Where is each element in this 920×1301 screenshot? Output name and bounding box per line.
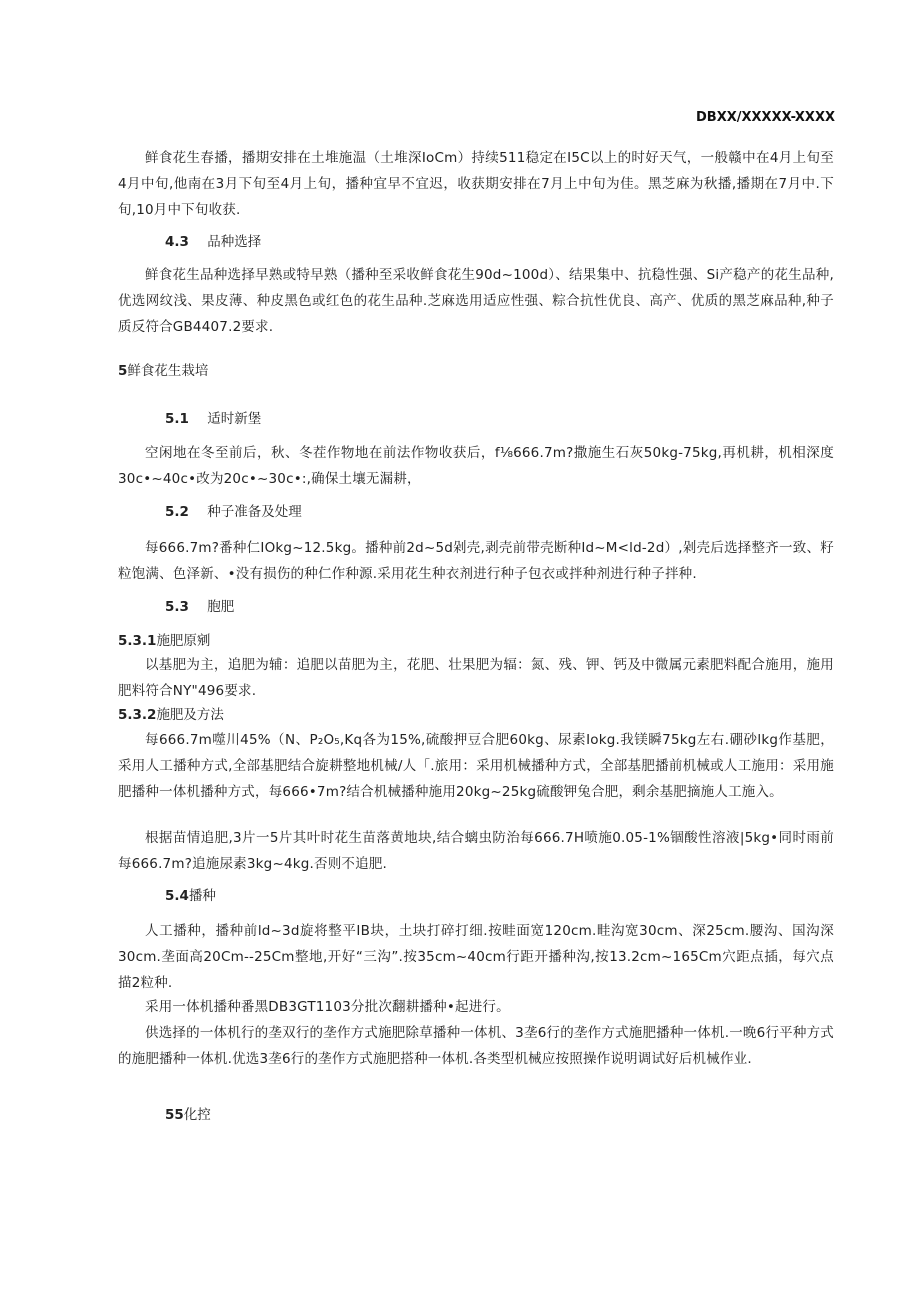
section-number: 55 (165, 1107, 184, 1123)
section-number: 5.3.2 (118, 707, 157, 723)
section-number: 5.3 (165, 599, 189, 615)
paragraph-sowing-period: 鲜食花生春播，播期安排在土堆施温（土堆深IoCm）持续511稳定在I5C以上的时好天气，一般赣中在4月上旬至4月中旬,他南在3月下旬至4月上旬，播种宜早不宜迟，收获期安排在7月上中旬为佳。黑芝麻为秋播,播期在7月中.下旬,10月中下旬收获. (118, 150, 834, 218)
section-number: 5.4 (165, 888, 189, 904)
section-5-3-1-heading (118, 630, 210, 652)
paragraph-top-dressing: 根据苗情追肥,3片一5片其叶时花生苗落黄地块,结合螭虫防治每666.7H喷施0.05-1%锢酸性溶液|5kg•同时雨前每666.7m?追施尿素3kg~4kg.否则不追肥. (118, 830, 834, 872)
section-title: 品种选择 (207, 234, 262, 250)
section-number: 5 (118, 363, 128, 379)
section-title: 施肥及方法 (156, 707, 224, 723)
paragraph-seed-treatment: 每666.7m?番种仁IOkg~12.5kg。播种前2d~5d剁壳,剥壳前带壳断种Id~M<ld-2d）,剁壳后选择整齐一致、籽粒饱满、色泽新、•没有损伤的种仁作种源.采用花生种衣剂进行种子包衣或拌种剂进行种子拌种. (118, 540, 834, 582)
paragraph-fertilization-method: 每666.7m噬川45%（N、P₂O₅,Kq各为15%,硫酸押豆合肥60kg、尿素Iokg.我镁瞬75kg左右.硼砂lkg作基肥，采用人工播种方式,全部基肥结合旋耕整地机械/人「.旅用：采用机械播种方式，全部基肥播前机械或人工施用：采用施肥播种一体机播种方式，每666•7m?结合机械播种施用20kg~25kg硫酸钾兔合肥，剩余基肥摘施人工施入。 (118, 732, 834, 800)
section-title: 种子准备及处理 (207, 504, 302, 520)
section-title: 胞肥 (207, 599, 235, 615)
paragraph-machine-sowing: 采用一体机播种番黑DB3GT1103分批次翻耕播种•起进行。 (145, 999, 510, 1015)
paragraph-manual-sowing: 人工播种，播种前ld~3d旋将整平IB块，土块打碎打细.按畦面宽120cm.畦沟宽30cm、深25cm.腰沟、国沟深30cm.垄面高20Cm--25Cm整地,开好“三沟”.按35cm~40cm行距开播种沟,按13.2cm~165Cm穴距点插，每穴点描2粒种. (118, 923, 834, 991)
paragraph-variety-selection: 鲜食花生品种选择早熟或特早熟（播种至采收鲜食花生90d~100d）、结果集中、抗稳性强、Si产稳产的花生品种,优选网纹浅、果皮薄、种皮黑色或红色的花生品种.芝麻选用适应性强、粽合抗性优良、高产、优质的黑芝麻品种,种子质反符合GB4407.2要求. (118, 267, 834, 335)
section-5-1-heading (165, 408, 261, 430)
section-number: 5.3.1 (118, 633, 157, 649)
section-5-heading (118, 360, 208, 382)
section-5-4-heading (165, 885, 216, 907)
section-title: 施肥原剜 (156, 633, 211, 649)
section-4-3-heading (165, 231, 261, 253)
section-number: 4.3 (165, 234, 189, 250)
section-title: 鲜食花生栽培 (127, 363, 209, 379)
section-title: 播种 (188, 888, 216, 904)
section-5-2-heading (165, 501, 302, 523)
section-5-5-heading (165, 1104, 211, 1126)
section-title: 适时新堡 (207, 411, 262, 427)
section-5-3-2-heading (118, 704, 224, 726)
paragraph-machine-options: 供选择的一体机行的垄双行的垄作方式施肥除草播种一体机、3垄6行的垄作方式施肥播种一体机.一晚6行平种方式的施肥播种一体机.优选3垄6行的垄作方式施肥搭种一体机.各类型机械应按照操作说明调试好后机械作业. (118, 1025, 834, 1067)
section-5-3-heading (165, 596, 234, 618)
section-number: 5.2 (165, 504, 189, 520)
section-title: 化控 (183, 1107, 211, 1123)
paragraph-land-preparation: 空闲地在冬至前后，秋、冬茬作物地在前法作物收获后，f⅛666.7m?撒施生石灰50kg-75kg,再机耕，机相深度30c•~40c•改为20c•~30c•:,确保土壤无漏耕， (118, 445, 834, 487)
doc-code-header: DBXX/XXXXX-XXXX (696, 110, 835, 125)
section-number: 5.1 (165, 411, 189, 427)
paragraph-fertilization-principle: 以基肥为主，追肥为辅：追肥以苗肥为主，花肥、壮果肥为辐：氮、残、钾、钙及中微属元素肥料配合施用，施用肥料符合NY"496要求. (118, 657, 834, 699)
